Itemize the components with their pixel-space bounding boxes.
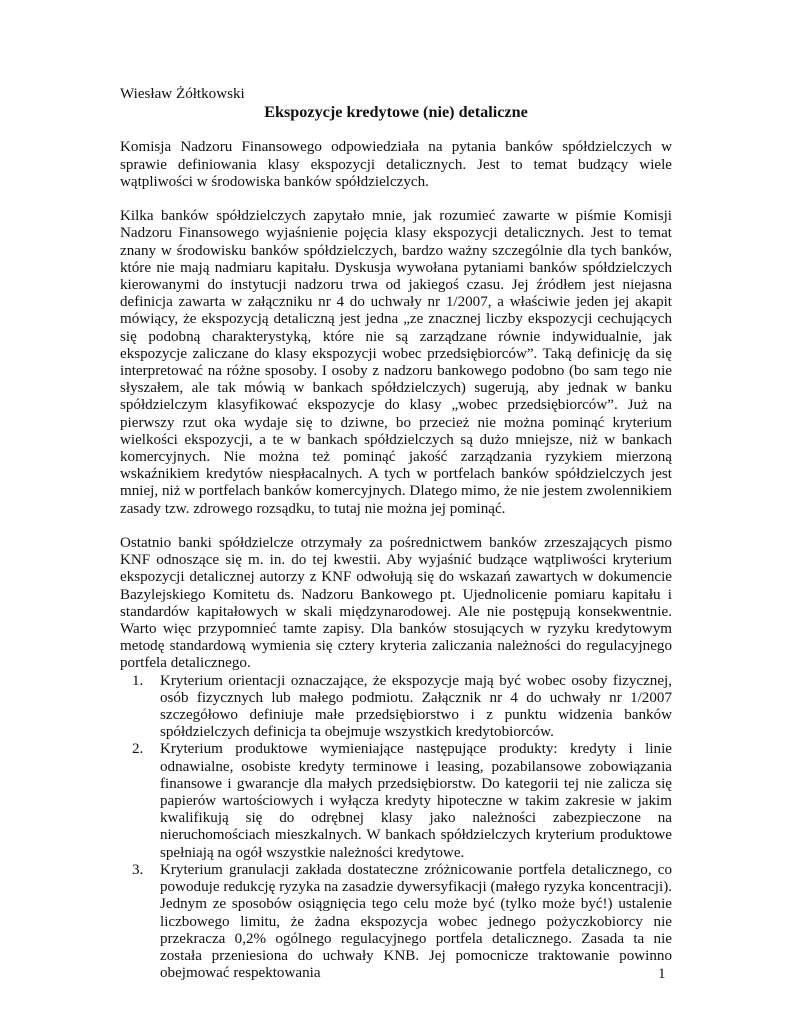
list-item-number: 1.	[132, 672, 144, 689]
list-item	[120, 862, 672, 982]
page-number: 1	[658, 966, 666, 982]
paragraph-knf-letter: Ostatnio banki spółdzielcze otrzymały za pośrednictwem banków zrzeszających pismo KNF odnoszące się m. in. do tej kwestii. Aby wyjaśnić budzące wątpliwości kryterium ekspozycji detalicznej autorzy z KNF odwołują się do wskazań zawartych w dokumencie Bazylejskiego Komitetu ds. Nadzoru Bankowego pt. Ujednolicenie pomiaru kapitału i standardów kapitałowych w skali międzynarodowej. Ale nie postępują konsekwentnie. Warto więc przypomnieć tamte zapisy. Dla banków stosujących w ryzyku kredytowym metodę standardową wymienia się cztery kryteria zaliczania należności do regulacyjnego portfela detalicznego.	[120, 535, 672, 672]
document-title: Ekspozycje kredytowe (nie) detaliczne	[264, 103, 528, 122]
spacer	[120, 518, 672, 535]
spacer	[120, 191, 672, 208]
list-item-number: 3.	[132, 861, 144, 878]
list-item-text: Kryterium produktowe wymieniające następujące produkty: kredyty i linie odnawialne, osobiste kredyty terminowe i leasing, pozabilansowe zobowiązania finansowe i gwarancje dla małych przedsiębiorstw. Do kategorii tej nie zalicza się papierów wartościowych i wyłącza kredyty hipoteczne w takim zakresie w jakim kwalifikują się do odrębnej klasy jako należności zabezpieczone na nieruchomościach mieszkalnych. W bankach spółdzielczych kryterium produktowe spełniają na ogół wszystkie należności kredytowe.	[160, 741, 672, 861]
paragraph-discussion: Kilka banków spółdzielczych zapytało mnie, jak rozumieć zawarte w piśmie Komisji Nadzoru Finansowego wyjaśnienie pojęcia klasy ekspozycji detalicznych. Jest to temat znany w środowisku banków spółdzielczych, bardzo ważny szczególnie dla tych banków, które nie mają nadmiaru kapitału. Dyskusja wywołana pytaniami banków spółdzielczych kierowanymi do instytucji nadzoru trwa od jakiegoś czasu. Jej źródłem jest niejasna definicja zawarta w załączniku nr 4 do uchwały nr 1/2007, a właściwie jeden jej akapit mówiący, że ekspozycją detaliczną jest jedna „ze znacznej liczby ekspozycji cechujących się podobną charakterystyką, które nie są zarządzane równie indywidualnie, jak ekspozycje zaliczane do klasy ekspozycji wobec przedsiębiorców”. Taką definicję da się interpretować na różne sposoby. I osoby z nadzoru bankowego podobno (bo sam tego nie słyszałem, ale tak mówią w bankach spółdzielczych) sugerują, aby jednak w banku spółdzielczym klasyfikować ekspozycje do klasy „wobec przedsiębiorców”. Już na pierwszy rzut oka wydaje się to dziwne, bo przecież nie można pominąć kryterium wielkości ekspozycji, a te w bankach spółdzielczych są dużo mniejsze, niż w bankach komercyjnych. Nie można też pominąć jakość zarządzania ryzykiem mierzoną wskaźnikiem kredytów niespłacalnych. A tych w portfelach banków spółdzielczych jest mniej, niż w portfelach banków komercyjnych. Dlatego mimo, że nie jestem zwolennikiem zasady tzw. zdrowego rozsądku, to tutaj nie można jej pominąć.	[120, 208, 672, 517]
list-item	[120, 741, 672, 861]
criteria-list	[120, 673, 672, 983]
document-page	[120, 86, 672, 982]
list-item-text: Kryterium orientacji oznaczające, że ekspozycje mają być wobec osoby fizycznej, osób fizycznych lub małego podmiotu. Załącznik nr 4 do uchwały nr 1/2007 szczegółowo definiuje małe przedsiębiorstwo i z punktu widzenia banków spółdzielczych definicja ta obejmuje wszystkich kredytobiorców.	[160, 672, 672, 741]
list-item-text: Kryterium granulacji zakłada dostateczne zróżnicowanie portfela detalicznego, co powoduje redukcję ryzyka na zasadzie dywersyfikacji (małego ryzyka koncentracji). Jednym ze sposobów osiągnięcia tego celu może być (tylko może być!) ustalenie liczbowego limitu, że żadna ekspozycja wobec jednego pożyczkobiorcy nie przekracza 0,2% ogólnego regulacyjnego portfela detalicznego. Zasada ta nie została przeniesiona do uchwały KNB. Jej pomocnicze traktowanie powinno obejmować respektowania	[160, 861, 672, 982]
paragraph-intro: Komisja Nadzoru Finansowego odpowiedziała na pytania banków spółdzielczych w sprawie definiowania klasy ekspozycji detalicznych. Jest to temat budzący wiele wątpliwości w środowiska banków spółdzielczych.	[120, 139, 672, 190]
list-item	[120, 673, 672, 742]
author-name: Wiesław Żółtkowski	[120, 86, 245, 102]
list-item-number: 2.	[132, 741, 144, 758]
spacer	[120, 122, 672, 139]
